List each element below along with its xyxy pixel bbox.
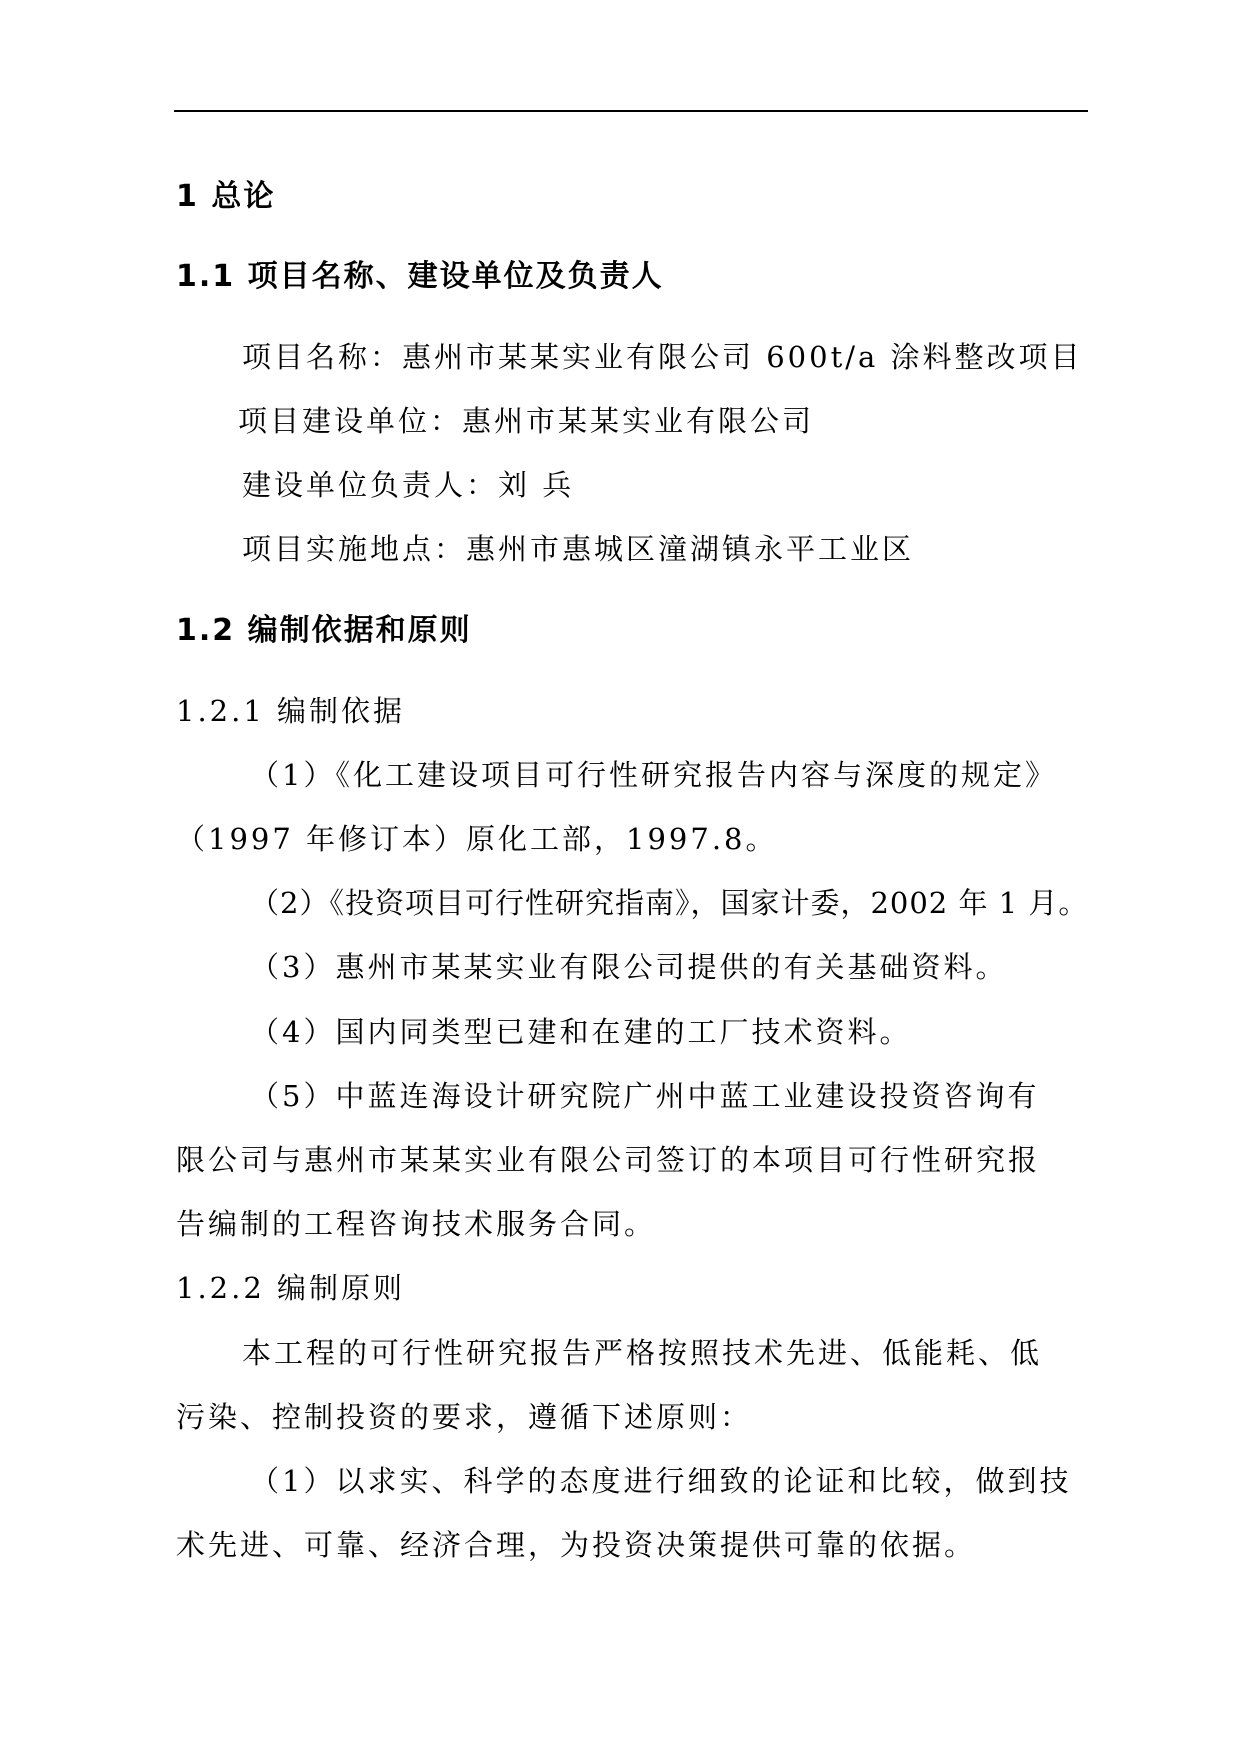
construction-unit-line: 项目建设单位：惠州市某某实业有限公司 [238, 404, 815, 438]
basis-item-5-line1: （5）中蓝连海设计研究院广州中蓝工业建设投资咨询有 [250, 1079, 1040, 1113]
basis-item-2: （2）《投资项目可行性研究指南》，国家计委，2002 年 1 月。 [250, 886, 1089, 920]
basis-item-5-line2: 限公司与惠州市某某实业有限公司签订的本项目可行性研究报 [176, 1143, 1041, 1177]
section-heading-1-2: 1.2 编制依据和原则 [176, 613, 472, 648]
basis-item-5-line3: 告编制的工程咨询技术服务合同。 [176, 1207, 657, 1241]
location-line: 项目实施地点：惠州市惠城区潼湖镇永平工业区 [242, 532, 915, 566]
chapter-heading: 1 总论 [176, 179, 276, 214]
responsible-person-line: 建设单位负责人：刘 兵 [242, 468, 575, 502]
principles-intro-line1: 本工程的可行性研究报告严格按照技术先进、低能耗、低 [242, 1336, 1043, 1370]
basis-item-1-line2: （1997 年修订本）原化工部，1997.8。 [176, 822, 778, 856]
basis-item-4: （4）国内同类型已建和在建的工厂技术资料。 [250, 1015, 912, 1049]
basis-item-3: （3）惠州市某某实业有限公司提供的有关基础资料。 [250, 950, 1008, 984]
subsection-heading-1-2-2: 1.2.2 编制原则 [176, 1271, 406, 1305]
basis-item-1-line1: （1）《化工建设项目可行性研究报告内容与深度的规定》 [250, 758, 1057, 792]
principles-intro-line2: 污染、控制投资的要求，遵循下述原则： [176, 1400, 753, 1434]
header-rule [174, 110, 1088, 112]
principle-1-line1: （1）以求实、科学的态度进行细致的论证和比较，做到技 [250, 1464, 1072, 1498]
project-name-line: 项目名称：惠州市某某实业有限公司 600t/a 涂料整改项目 [242, 340, 1083, 374]
subsection-heading-1-2-1: 1.2.1 编制依据 [176, 694, 406, 728]
principle-1-line2: 术先进、可靠、经济合理，为投资决策提供可靠的依据。 [176, 1528, 977, 1562]
section-heading-1-1: 1.1 项目名称、建设单位及负责人 [176, 259, 664, 294]
